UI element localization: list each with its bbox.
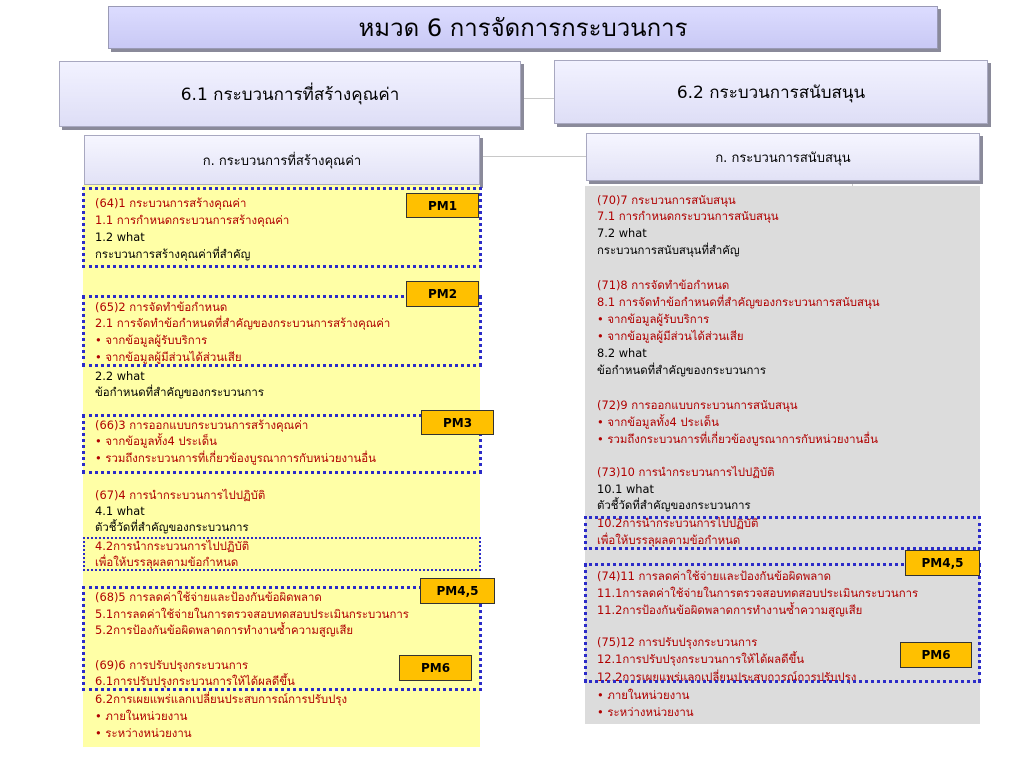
right-panel-text-line: • รวมถึงกระบวนการที่เกี่ยวข้องบูรณาการกับหน่วยงานอื่น — [597, 432, 878, 446]
left-panel-text-line: (66)3 การออกแบบกระบวนการสร้างคุณค่า — [95, 418, 309, 432]
left-panel-text-line: (69)6 การปรับปรุงกระบวนการ — [95, 658, 249, 672]
left-panel-text-line: 5.2การป้องกันข้อผิดพลาดการทำงานซ้ำความสูญเสีย — [95, 623, 354, 637]
left-panel-text-line: 1.2 what — [95, 230, 145, 244]
badge-pm6-left-text: PM6 — [420, 661, 451, 675]
left-panel-text-line: ตัวชี้วัดที่สำคัญของกระบวนการ — [95, 520, 249, 534]
left-panel-text-line: เพื่อให้บรรลุผลตามข้อกำหนด — [95, 555, 239, 569]
badge-pm1 — [406, 193, 479, 218]
right-panel-text-line: (74)11 การลดค่าใช้จ่ายและป้องกันข้อผิดพลาด — [597, 569, 832, 583]
connector-line — [522, 98, 554, 99]
subheader-right — [586, 133, 980, 181]
right-panel-text-line: 12.2การเผยแพร่แลกเปลี่ยนประสบการณ์การปรับปรุง — [597, 670, 857, 684]
right-panel-text-line: กระบวนการสนับสนุนที่สำคัญ — [597, 243, 740, 257]
left-panel-text-line: 6.1การปรับปรุงกระบวนการให้ได้ผลดีขึ้น — [95, 674, 295, 688]
left-panel-text-line: 2.2 what — [95, 369, 145, 383]
right-panel-text-line: 8.2 what — [597, 346, 647, 360]
left-panel-text-line: • จากข้อมูลผู้มีส่วนได้ส่วนเสีย — [95, 350, 242, 364]
highlight-box-4-2 — [83, 537, 481, 571]
badge-pm6-right-text: PM6 — [921, 648, 951, 662]
right-panel-text-line: (73)10 การนำกระบวนการไปปฏิบัติ — [597, 465, 775, 479]
section-header-6-1-text: 6.1 กระบวนการที่สร้างคุณค่า — [180, 84, 400, 105]
right-panel-text-line: ข้อกำหนดที่สำคัญของกระบวนการ — [597, 363, 766, 377]
section-header-6-2 — [554, 60, 988, 124]
right-panel-text-line: 10.2การนำกระบวนการไปปฏิบัติ — [597, 516, 759, 530]
subheader-left — [84, 135, 480, 185]
right-panel-text-line: 7.2 what — [597, 226, 647, 240]
right-panel-text-line: (72)9 การออกแบบกระบวนการสนับสนุน — [597, 398, 798, 412]
page-title-text: หมวด 6 การจัดการกระบวนการ — [358, 14, 688, 42]
left-panel-text-line: ข้อกำหนดที่สำคัญของกระบวนการ — [95, 385, 264, 399]
left-panel-text-line: • จากข้อมูลผู้รับบริการ — [95, 333, 208, 347]
left-panel-text-line: 6.2การเผยแพร่แลกเปลี่ยนประสบการณ์การปรับปรุง — [95, 692, 348, 706]
right-panel-text-line: • ภายในหน่วยงาน — [597, 688, 690, 702]
badge-pm6-right — [900, 642, 972, 668]
left-panel-text-line: 1.1 การกำหนดกระบวนการสร้างคุณค่า — [95, 213, 290, 227]
right-panel-text-line: • จากข้อมูลผู้รับบริการ — [597, 312, 710, 326]
badge-pm1-text: PM1 — [427, 198, 458, 213]
right-panel-text-line: • ระหว่างหน่วยงาน — [597, 705, 694, 719]
right-panel-text-line: (75)12 การปรับปรุงกระบวนการ — [597, 635, 758, 649]
left-panel-text-line: (67)4 การนำกระบวนการไปปฏิบัติ — [95, 488, 266, 502]
badge-pm45-left — [420, 578, 495, 604]
left-panel-text-line: (64)1 กระบวนการสร้างคุณค่า — [95, 196, 247, 210]
subheader-right-text: ก. กระบวนการสนับสนุน — [715, 150, 851, 166]
left-panel-text-line: • รวมถึงกระบวนการที่เกี่ยวข้องบูรณาการกับหน่วยงานอื่น — [95, 451, 376, 465]
left-panel-text-line: • จากข้อมูลทั้ง4 ประเด็น — [95, 434, 217, 448]
badge-pm2-text: PM2 — [427, 287, 458, 301]
page-title — [108, 6, 938, 49]
right-panel-text-line: • จากข้อมูลผู้มีส่วนได้ส่วนเสีย — [597, 329, 744, 343]
right-panel-text-line: 8.1 การจัดทำข้อกำหนดที่สำคัญของกระบวนการสนับสนุน — [597, 295, 880, 309]
left-panel-text-line: (65)2 การจัดทำข้อกำหนด — [95, 300, 228, 314]
connector-line — [480, 156, 586, 157]
badge-pm3 — [421, 410, 494, 435]
badge-pm45-right-text: PM4,5 — [921, 556, 964, 570]
badge-pm45-left-text: PM4,5 — [436, 584, 479, 598]
left-panel-text-line: 2.1 การจัดทำข้อกำหนดที่สำคัญของกระบวนการสร้างคุณค่า — [95, 316, 391, 330]
badge-pm3-text: PM3 — [442, 415, 473, 430]
right-panel-text-line: เพื่อให้บรรลุผลตามข้อกำหนด — [597, 533, 741, 547]
badge-pm6-left — [399, 655, 472, 681]
left-panel-text-line: 4.1 what — [95, 504, 145, 518]
right-panel-text-line: ตัวชี้วัดที่สำคัญของกระบวนการ — [597, 498, 751, 512]
section-header-6-1 — [59, 61, 521, 127]
right-panel-text-line: (70)7 กระบวนการสนับสนุน — [597, 193, 736, 207]
left-panel-text-line: • ภายในหน่วยงาน — [95, 709, 188, 723]
subheader-left-text: ก. กระบวนการที่สร้างคุณค่า — [202, 153, 362, 169]
right-panel-text-line: 11.2การป้องกันข้อผิดพลาดการทำงานซ้ำความสูญเสีย — [597, 603, 863, 617]
right-panel-text-line: 7.1 การกำหนดกระบวนการสนับสนุน — [597, 209, 779, 223]
badge-pm45-right — [905, 550, 980, 576]
section-header-6-2-text: 6.2 กระบวนการสนับสนุน — [676, 82, 866, 103]
left-panel-text-line: กระบวนการสร้างคุณค่าที่สำคัญ — [95, 247, 251, 261]
left-panel-text-line: • ระหว่างหน่วยงาน — [95, 726, 192, 740]
highlight-box-10-2 — [584, 516, 981, 550]
badge-pm2 — [406, 281, 479, 307]
right-panel-text-line: 11.1การลดค่าใช้จ่ายในการตรวจสอบทดสอบประเมินกระบวนการ — [597, 586, 919, 600]
left-panel-text-line: (68)5 การลดค่าใช้จ่ายและป้องกันข้อผิดพลาด — [95, 590, 322, 604]
right-panel-text-line: 10.1 what — [597, 482, 654, 496]
right-panel-text-line: • จากข้อมูลทั้ง4 ประเด็น — [597, 415, 719, 429]
right-panel-text-line: (71)8 การจัดทำข้อกำหนด — [597, 278, 730, 292]
right-panel-text-line: 12.1การปรับปรุงกระบวนการให้ได้ผลดีขึ้น — [597, 652, 805, 666]
left-panel-text-line: 5.1การลดค่าใช้จ่ายในการตรวจสอบทดสอบประเมินกระบวนการ — [95, 607, 409, 621]
left-panel-text-line: 4.2การนำกระบวนการไปปฏิบัติ — [95, 539, 250, 553]
